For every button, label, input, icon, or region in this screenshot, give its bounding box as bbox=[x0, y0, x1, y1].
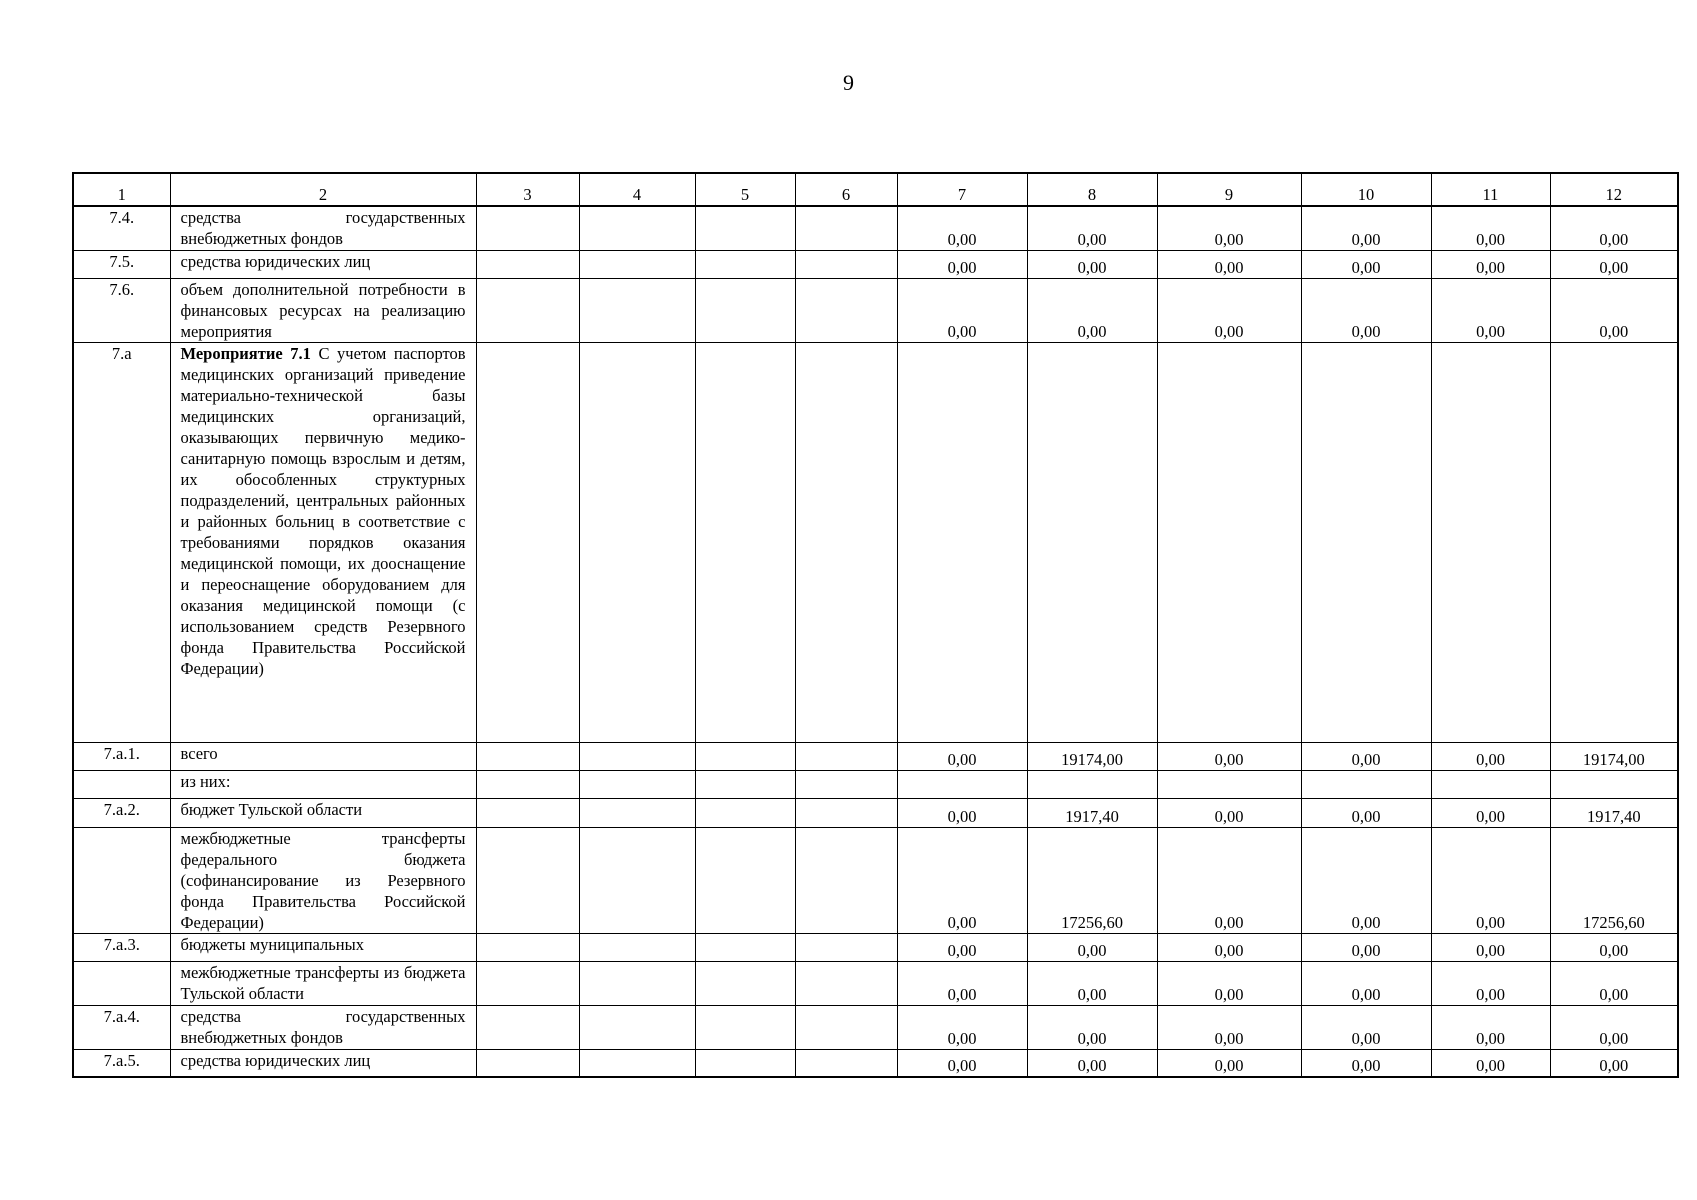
value-cell: 0,00 bbox=[897, 827, 1027, 933]
measure-title: Мероприятие 7.1 bbox=[180, 343, 311, 363]
empty-cell bbox=[795, 742, 897, 770]
row-number bbox=[73, 961, 170, 1005]
row-number: 7.а.5. bbox=[73, 1049, 170, 1077]
row-description: межбюджетные трансферты из бюджета Тульской области bbox=[170, 961, 476, 1005]
value-cell: 0,00 bbox=[897, 1005, 1027, 1049]
row-description bbox=[170, 933, 476, 961]
empty-cell bbox=[1157, 342, 1301, 742]
value-cell: 0,00 bbox=[1431, 742, 1550, 770]
value-cell: 0,00 bbox=[1431, 961, 1550, 1005]
empty-cell bbox=[1431, 770, 1550, 798]
value-cell: 0,00 bbox=[1550, 961, 1678, 1005]
table-row bbox=[73, 827, 1678, 933]
table-row bbox=[73, 206, 1678, 250]
empty-cell bbox=[1550, 342, 1678, 742]
empty-cell bbox=[795, 342, 897, 742]
empty-cell bbox=[579, 342, 695, 742]
row-description bbox=[170, 342, 476, 742]
empty-cell bbox=[579, 798, 695, 827]
table-header-row bbox=[73, 173, 1678, 206]
column-header: 9 bbox=[1157, 173, 1301, 206]
row-number bbox=[73, 827, 170, 933]
table-row bbox=[73, 961, 1678, 1005]
row-number bbox=[73, 770, 170, 798]
value-cell: 0,00 bbox=[897, 742, 1027, 770]
value-cell: 19174,00 bbox=[1550, 742, 1678, 770]
empty-cell bbox=[795, 1049, 897, 1077]
value-cell: 0,00 bbox=[897, 933, 1027, 961]
empty-cell bbox=[476, 342, 579, 742]
empty-cell bbox=[795, 206, 897, 250]
column-header: 4 bbox=[579, 173, 695, 206]
row-description: средства государственных внебюджетных фондов bbox=[170, 206, 476, 250]
value-cell: 0,00 bbox=[1301, 742, 1431, 770]
row-number: 7.4. bbox=[73, 206, 170, 250]
value-cell: 0,00 bbox=[1301, 1049, 1431, 1077]
value-cell: 0,00 bbox=[1301, 961, 1431, 1005]
empty-cell bbox=[695, 1005, 795, 1049]
value-cell: 0,00 bbox=[1027, 250, 1157, 278]
empty-cell bbox=[795, 933, 897, 961]
value-cell: 0,00 bbox=[1550, 250, 1678, 278]
empty-cell bbox=[476, 1049, 579, 1077]
table-row bbox=[73, 278, 1678, 342]
empty-cell bbox=[476, 961, 579, 1005]
row-number: 7.5. bbox=[73, 250, 170, 278]
value-cell: 17256,60 bbox=[1027, 827, 1157, 933]
value-cell: 0,00 bbox=[1157, 278, 1301, 342]
value-cell: 0,00 bbox=[897, 278, 1027, 342]
empty-cell bbox=[695, 1049, 795, 1077]
value-cell: 1917,40 bbox=[1027, 798, 1157, 827]
measure-description: С учетом паспортов медицинских организаций приведение материально-технической базы медицинских организаций, оказывающих первичную медико-санитарную помощь взрослым и детям, их обособленных структурных подразделений, центральных районных и районных больниц в соответствие с требованиями порядков оказания медицинской помощи, их дооснащение и переоснащение оборудованием для оказания медицинской помощи (с использованием средств Резервного фонда Правительства Российской Федерации) bbox=[180, 343, 466, 678]
empty-cell bbox=[695, 742, 795, 770]
value-cell: 0,00 bbox=[1301, 827, 1431, 933]
value-cell: 0,00 bbox=[1027, 278, 1157, 342]
table-row-measure bbox=[73, 342, 1678, 742]
page-number: 9 bbox=[843, 70, 854, 95]
row-number: 7.а.4. bbox=[73, 1005, 170, 1049]
value-cell: 0,00 bbox=[1157, 206, 1301, 250]
value-cell: 0,00 bbox=[1431, 827, 1550, 933]
row-description: из них: bbox=[170, 770, 476, 798]
value-cell: 0,00 bbox=[1027, 961, 1157, 1005]
value-cell: 0,00 bbox=[1431, 206, 1550, 250]
empty-cell bbox=[476, 770, 579, 798]
empty-cell bbox=[695, 798, 795, 827]
empty-cell bbox=[579, 1005, 695, 1049]
value-cell: 0,00 bbox=[1431, 1005, 1550, 1049]
empty-cell bbox=[476, 1005, 579, 1049]
empty-cell bbox=[795, 278, 897, 342]
value-cell: 0,00 bbox=[1550, 1049, 1678, 1077]
value-cell: 0,00 bbox=[1431, 250, 1550, 278]
table-row bbox=[73, 798, 1678, 827]
empty-cell bbox=[579, 933, 695, 961]
empty-cell bbox=[579, 250, 695, 278]
empty-cell bbox=[476, 206, 579, 250]
value-cell: 0,00 bbox=[1301, 1005, 1431, 1049]
value-cell: 0,00 bbox=[1157, 961, 1301, 1005]
empty-cell bbox=[695, 206, 795, 250]
row-number: 7.а bbox=[73, 342, 170, 742]
value-cell: 19174,00 bbox=[1027, 742, 1157, 770]
row-description: объем дополнительной потребности в финансовых ресурсах на реализацию мероприятия bbox=[170, 278, 476, 342]
value-cell: 0,00 bbox=[1301, 933, 1431, 961]
column-header: 7 bbox=[897, 173, 1027, 206]
empty-cell bbox=[579, 206, 695, 250]
value-cell: 0,00 bbox=[1431, 933, 1550, 961]
empty-cell bbox=[1550, 770, 1678, 798]
empty-cell bbox=[695, 250, 795, 278]
empty-cell bbox=[476, 278, 579, 342]
row-description-text: бюджеты муниципальных bbox=[180, 934, 364, 954]
table-row bbox=[73, 770, 1678, 798]
row-description: всего bbox=[170, 742, 476, 770]
empty-cell bbox=[579, 278, 695, 342]
value-cell: 0,00 bbox=[1157, 1005, 1301, 1049]
value-cell: 0,00 bbox=[1027, 1049, 1157, 1077]
value-cell: 0,00 bbox=[1550, 278, 1678, 342]
column-header: 3 bbox=[476, 173, 579, 206]
row-number: 7.6. bbox=[73, 278, 170, 342]
empty-cell bbox=[1027, 770, 1157, 798]
row-description: бюджет Тульской области bbox=[170, 798, 476, 827]
table-row bbox=[73, 1005, 1678, 1049]
empty-cell bbox=[476, 742, 579, 770]
table-row bbox=[73, 742, 1678, 770]
value-cell: 0,00 bbox=[1157, 798, 1301, 827]
empty-cell bbox=[695, 961, 795, 1005]
value-cell: 0,00 bbox=[1027, 206, 1157, 250]
column-header: 1 bbox=[73, 173, 170, 206]
value-cell: 0,00 bbox=[1301, 798, 1431, 827]
empty-cell bbox=[579, 770, 695, 798]
empty-cell bbox=[897, 770, 1027, 798]
empty-cell bbox=[579, 1049, 695, 1077]
row-number: 7.а.2. bbox=[73, 798, 170, 827]
value-cell: 0,00 bbox=[897, 206, 1027, 250]
empty-cell bbox=[695, 770, 795, 798]
row-description: средства юридических лиц bbox=[170, 1049, 476, 1077]
empty-cell bbox=[579, 742, 695, 770]
empty-cell bbox=[476, 933, 579, 961]
row-description: средства государственных внебюджетных фондов bbox=[170, 1005, 476, 1049]
value-cell: 0,00 bbox=[1157, 742, 1301, 770]
empty-cell bbox=[695, 278, 795, 342]
value-cell: 0,00 bbox=[1027, 1005, 1157, 1049]
column-header: 11 bbox=[1431, 173, 1550, 206]
value-cell: 0,00 bbox=[897, 1049, 1027, 1077]
financing-table bbox=[72, 172, 1679, 1078]
value-cell: 0,00 bbox=[1027, 933, 1157, 961]
value-cell: 0,00 bbox=[1550, 1005, 1678, 1049]
empty-cell bbox=[476, 798, 579, 827]
empty-cell bbox=[795, 798, 897, 827]
empty-cell bbox=[1431, 342, 1550, 742]
empty-cell bbox=[476, 250, 579, 278]
column-header: 12 bbox=[1550, 173, 1678, 206]
value-cell: 0,00 bbox=[897, 961, 1027, 1005]
empty-cell bbox=[1301, 770, 1431, 798]
column-header: 6 bbox=[795, 173, 897, 206]
value-cell: 0,00 bbox=[1550, 933, 1678, 961]
table-row bbox=[73, 250, 1678, 278]
empty-cell bbox=[795, 1005, 897, 1049]
value-cell: 0,00 bbox=[1301, 250, 1431, 278]
value-cell: 0,00 bbox=[1157, 827, 1301, 933]
value-cell: 0,00 bbox=[1550, 206, 1678, 250]
row-description: межбюджетные трансферты федерального бюджета (софинансирование из Резервного фонда Правительства Российской Федерации) bbox=[170, 827, 476, 933]
empty-cell bbox=[897, 342, 1027, 742]
empty-cell bbox=[695, 342, 795, 742]
value-cell: 0,00 bbox=[1431, 278, 1550, 342]
value-cell: 0,00 bbox=[1157, 933, 1301, 961]
empty-cell bbox=[579, 961, 695, 1005]
column-header: 5 bbox=[695, 173, 795, 206]
value-cell: 0,00 bbox=[897, 250, 1027, 278]
table-row bbox=[73, 933, 1678, 961]
empty-cell bbox=[695, 827, 795, 933]
row-number: 7.а.1. bbox=[73, 742, 170, 770]
empty-cell bbox=[476, 827, 579, 933]
value-cell: 0,00 bbox=[1157, 1049, 1301, 1077]
value-cell: 0,00 bbox=[1157, 250, 1301, 278]
column-header: 2 bbox=[170, 173, 476, 206]
empty-cell bbox=[795, 250, 897, 278]
value-cell: 0,00 bbox=[1301, 206, 1431, 250]
value-cell: 0,00 bbox=[1301, 278, 1431, 342]
empty-cell bbox=[579, 827, 695, 933]
row-description: средства юридических лиц bbox=[170, 250, 476, 278]
empty-cell bbox=[1157, 770, 1301, 798]
column-header: 8 bbox=[1027, 173, 1157, 206]
value-cell: 0,00 bbox=[897, 798, 1027, 827]
value-cell: 0,00 bbox=[1431, 798, 1550, 827]
empty-cell bbox=[795, 827, 897, 933]
table-row bbox=[73, 1049, 1678, 1077]
empty-cell bbox=[1301, 342, 1431, 742]
value-cell: 1917,40 bbox=[1550, 798, 1678, 827]
value-cell: 17256,60 bbox=[1550, 827, 1678, 933]
empty-cell bbox=[1027, 342, 1157, 742]
row-number: 7.а.3. bbox=[73, 933, 170, 961]
empty-cell bbox=[795, 770, 897, 798]
column-header: 10 bbox=[1301, 173, 1431, 206]
empty-cell bbox=[795, 961, 897, 1005]
empty-cell bbox=[695, 933, 795, 961]
value-cell: 0,00 bbox=[1431, 1049, 1550, 1077]
